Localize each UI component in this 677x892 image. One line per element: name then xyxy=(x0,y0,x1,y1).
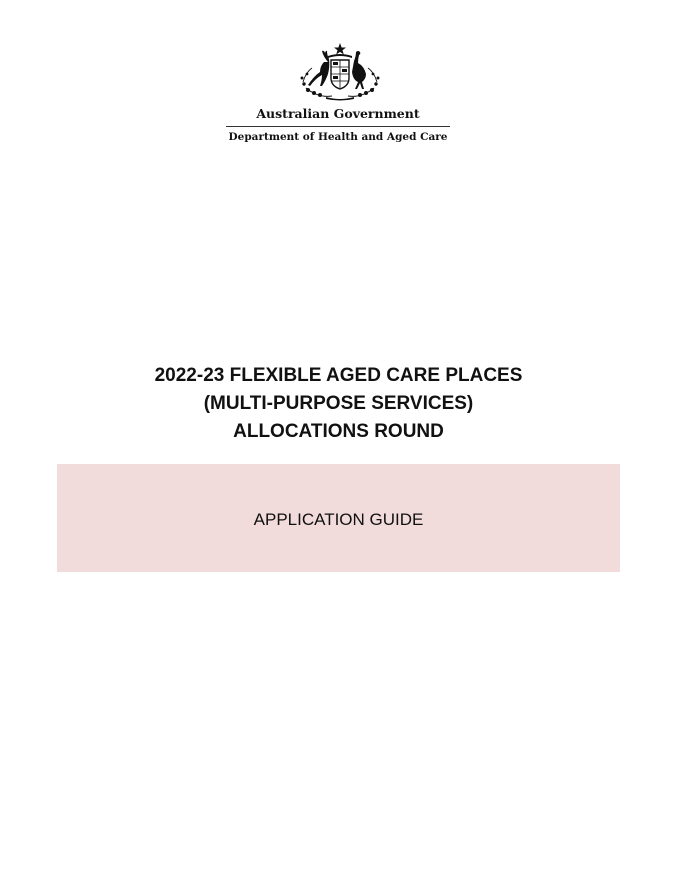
logo-divider xyxy=(226,126,450,127)
title-line: ALLOCATIONS ROUND xyxy=(233,421,444,442)
application-guide-label: APPLICATION GUIDE xyxy=(253,510,424,529)
government-name: Australian Government xyxy=(256,106,420,121)
title-line: (MULTI-PURPOSE SERVICES) xyxy=(203,393,474,414)
government-logo xyxy=(224,42,452,150)
title-line: 2022-23 FLEXIBLE AGED CARE PLACES xyxy=(154,365,523,386)
application-guide-banner xyxy=(57,464,620,572)
document-title xyxy=(0,362,677,446)
department-name: Department of Health and Aged Care xyxy=(228,131,448,143)
coat-of-arms-icon xyxy=(298,42,382,102)
